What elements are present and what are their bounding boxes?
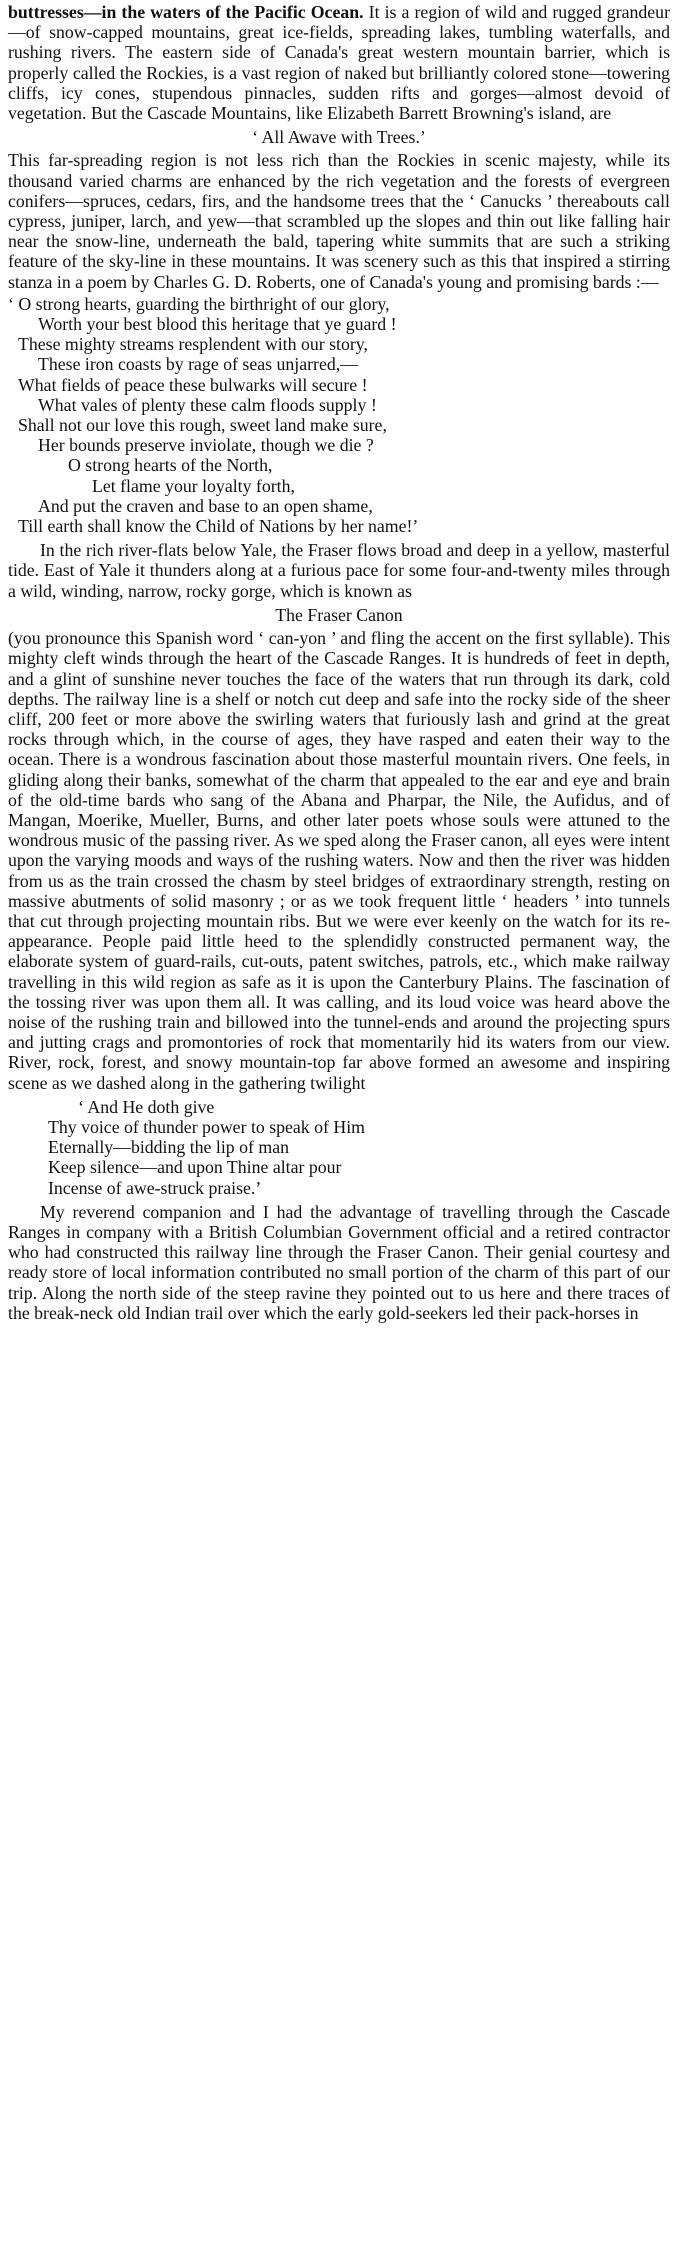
paragraph-4: (you pronounce this Spanish word ‘ can-yon ’ and fling the accent on the first syllable). This mighty cleft winds through the heart of the Cascade Ranges. It is hundreds of feet in depth, and a glint of sunshine never touches the face of the waters that run through its dark, cold depths. The railway line is a shelf or notch cut deep and safe into the rocky side of the sheer cliff, 200 feet or more above the swirling waters that furiously lash and grind at the great rocks through which, in the course of ages, they have rasped and eaten their way to the ocean. There is a wondrous fascination about those masterful mountain rivers. One feels, in gliding along their banks, somewhat of the charm that appealed to the ear and eye and brain of the old-time bards who sang of the Abana and Pharpar, the Nile, the Aufidus, and of Mangan, Moerike, Mueller, Burns, and other later poets whose souls were attuned to the wondrous music of the passing river. As we sped along the Fraser canon, all eyes were intent upon the varying moods and ways of the rushing waters. Now and then the river was hidden from us as the train crossed the chasm by steel bridges of extraordinary strength, resting on massive abutments of solid masonry ; or as we took frequent little ‘ headers ’ into tunnels that cut through projecting mountain ribs. But we were ever keenly on the watch for its re-appearance. People paid little heed to the splendidly constructed permanent way, the elaborate system of guard-rails, cut-outs, patent switches, patrols, etc., which make railway travelling in this wild region as safe as it is upon the Canterbury Plains. The fascination of the tossing river was upon them all. It was calling, and its loud voice was heard above the noise of the rushing train and billowed into the tunnel-ends and around the projecting spurs and jutting crags and promontories of rock that momentarily hid its waters from our view. River, rock, forest, and snowy mountain-top far above formed an awesome and inspiring scene as we dashed along in the gathering twilight <box>8 628 670 1093</box>
section-heading: The Fraser Canon <box>275 604 403 625</box>
poem-line: And put the craven and base to an open shame, <box>38 495 373 516</box>
poem-line: Shall not our love this rough, sweet land make sure, <box>18 415 387 436</box>
poem-stanza <box>48 1097 670 1198</box>
poem-line: Her bounds preserve inviolate, though we die ? <box>38 435 374 456</box>
poem-line: ‘ And He doth give <box>78 1096 215 1117</box>
poem-line: Let flame your loyalty forth, <box>92 475 295 496</box>
poem-line: Keep silence—and upon Thine altar pour <box>48 1157 342 1178</box>
paragraph-1 <box>8 2 670 123</box>
poem-stanza <box>8 294 670 536</box>
poem-line: These mighty streams resplendent with our story, <box>18 334 368 355</box>
poem-line: These iron coasts by rage of seas unjarred,— <box>38 354 358 375</box>
poem-line: What fields of peace these bulwarks will secure ! <box>18 374 368 395</box>
poem-line: ‘ O strong hearts, guarding the birthright of our glory, <box>8 293 390 314</box>
paragraph-1-body: It is a region of wild and rugged grandeur—of snow-capped mountains, great ice-fields, spreading lakes, tumbling waterfalls, and rushing rivers. The eastern side of Canada's great western mountain barrier, which is properly called the Rockies, is a vast region of naked but brilliantly colored stone—towering cliffs, icy cones, stupendous pinnacles, sudden rifts and gorges—almost devoid of vegetation. But the Cascade Mountains, like Elizabeth Barrett Browning's island, are <box>8 2 670 124</box>
quote-heading: ‘ All Awave with Trees.’ <box>252 127 426 148</box>
poem-line: Thy voice of thunder power to speak of Him <box>48 1116 366 1137</box>
poem-line: Incense of awe-struck praise.’ <box>48 1177 262 1198</box>
paragraph-2: This far-spreading region is not less rich than the Rockies in scenic majesty, while its thousand varied charms are enhanced by the rich vegetation and the forests of evergreen conifers—spruces, cedars, firs, and the handsome trees that the ‘ Canucks ’ thereabouts call cypress, juniper, larch, and yew—that scrambled up the slopes and thin out like falling hair near the snow-line, underneath the bald, tapering white summits that are such a striking feature of the sky-line in these mountains. It was scenery such as this that inspired a stirring stanza in a poem by Charles G. D. Roberts, one of Canada's young and promising bards :— <box>8 150 670 292</box>
poem-line: Eternally—bidding the lip of man <box>48 1137 289 1158</box>
paragraph-5: My reverend companion and I had the advantage of travelling through the Cascade Ranges in company with a British Columbian Government official and a retired contractor who had constructed this railway line through the Fraser Canon. Their genial courtesy and ready store of local information contributed no small portion of the charm of this part of our trip. Along the north side of the steep ravine they pointed out to us here and there traces of the break-neck old Indian trail over which the early gold-seekers led their pack-horses in <box>8 1201 670 1323</box>
poem-line: What vales of plenty these calm floods supply ! <box>38 394 377 415</box>
poem-line: Worth your best blood this heritage that ye guard ! <box>38 314 397 335</box>
paragraph-3: In the rich river-flats below Yale, the Fraser flows broad and deep in a yellow, masterful tide. East of Yale it thunders along at a furious pace for some four-and-twenty miles through a wild, winding, narrow, rocky gorge, which is known as <box>8 540 670 601</box>
paragraph-1-lead: buttresses—in the waters of the Pacific Ocean. <box>8 2 364 22</box>
poem-line: O strong hearts of the North, <box>68 455 273 476</box>
poem-line: Till earth shall know the Child of Nations by her name!’ <box>18 516 419 537</box>
